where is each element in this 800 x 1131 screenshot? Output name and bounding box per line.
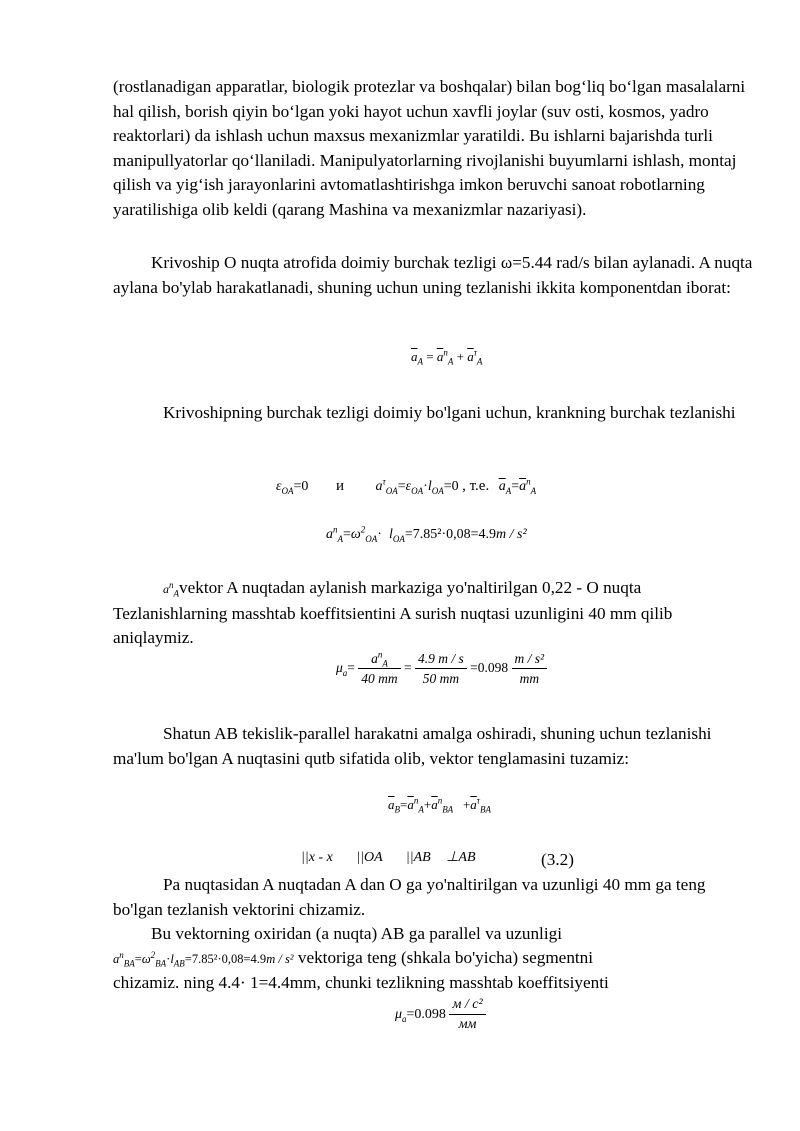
equation-directions: ||x - x ||OA ||AB ⊥AB [301, 850, 476, 865]
paragraph-vector-end: Bu vektorning oxiridan (a nuqta) AB ga parallel va uzunligi [151, 924, 562, 943]
paragraph-angular-accel: Krivoshipning burchak tezligi doimiy bo'lgani uchun, krankning burchak tezlanishi [163, 403, 736, 422]
paragraph-pa-point: Pa nuqtasidan A nuqtadan A dan O ga yo'naltirilgan va uzunligi 40 mm ga teng bo'lgan tezlanish vektorini chizamiz. [113, 875, 706, 919]
paragraph-vector-length: $a^n_{BA}=\omega^2_{BA}\cdot l_{AB}=7.85^2\cdot 0,08=4.9m / s^2$ vektoriga teng (shkala bo'yicha) segmentni [113, 948, 594, 969]
paragraph-intro: (rostlanadigan apparatlar, biologik protezlar va boshqalar) bilan bog‘liq bo‘lgan masalalarni hal qilish, borish qiyin bo‘lgan yoki hayot uchun xavfli joylar (suv osti, kosmos, yadro reaktorlari) da ishlash uchun maxsus mexanizmlar yaratildi. Bu ishlarni bajarishda turli manipullyatorlar qo‘llaniladi. Manipulyatorlarning rivojlanishi buyumlarni ishlash, montaj qilish va yig‘ish jarayonlarini avtomatlashtirishga imkon beruvchi sanoat robotlarning yaratilishiga olib keldi (qarang Mashina va mexanizmlar nazariyasi). [113, 77, 746, 219]
equation-accel-B: $\overline{a}_B=\overline{a}^n_A+\overline{a}^n_{BA}$ $+\overline{a}^\tau_{BA}$ [388, 795, 492, 815]
equation-epsilon-zero: $\varepsilon_{OA}=0$ и $a^\tau_{OA}=\varepsilon_{OA}\cdot l_{OA}=0$ , т.е. $\overline{a}_A=\overline{a}^n_A$ [276, 476, 537, 496]
paragraph-krivoship: Krivoship O nuqta atrofida doimiy burchak tezligi ω=5.44 rad/s bilan aylanadi. A nuqta aylana bo'ylab harakatlanadi, shuning uchun uning tezlanishi ikkita komponentdan iborat: [113, 253, 753, 297]
equation-accel-components: $\overline{a}_A = \overline{a}^n_A + \overline{a}^\tau_A$ [411, 347, 483, 367]
equation-number: (3.2) [541, 850, 574, 869]
equation-scale-coefficient: $\mu_a=$ $\frac{a^n_A}{40 mm}$ = $\frac{4.9 m / s}{50 mm}$ =0.098 $\frac{\text{m / s²}}{mm}$ [336, 651, 547, 687]
paragraph-shatun: Shatun AB tekislik-parallel harakatni amalga oshiradi, shuning uchun tezlanishi ma'lum bo'lgan A nuqtasini qutb sifatida olib, vektor tenglamasini tuzamiz: [113, 724, 712, 768]
paragraph-scale-note: chizamiz. ning 4.4· 1=4.4mm, chunki tezlikning masshtab koeffitsiyenti [113, 973, 609, 992]
equation-scale-final: $\mu_a=0.098$ $\frac{\text{м / с²}}{мм}$ [395, 997, 486, 1033]
equation-normal-accel-A: $a^n_A=\omega^2_{OA}\cdot l_{OA}=7.85^2\cdot 0,08=4.9m / s^2$ [326, 524, 527, 544]
paragraph-vector-direction: $a^n_Avektor$ A nuqtadan aylanish markaziga yo'naltirilgan 0,22 - O nuqta Tezlanishlarning masshtab koeffitsientini A surish nuqtasi uzunligini 40 mm qilib aniqlaymiz. [113, 578, 673, 647]
